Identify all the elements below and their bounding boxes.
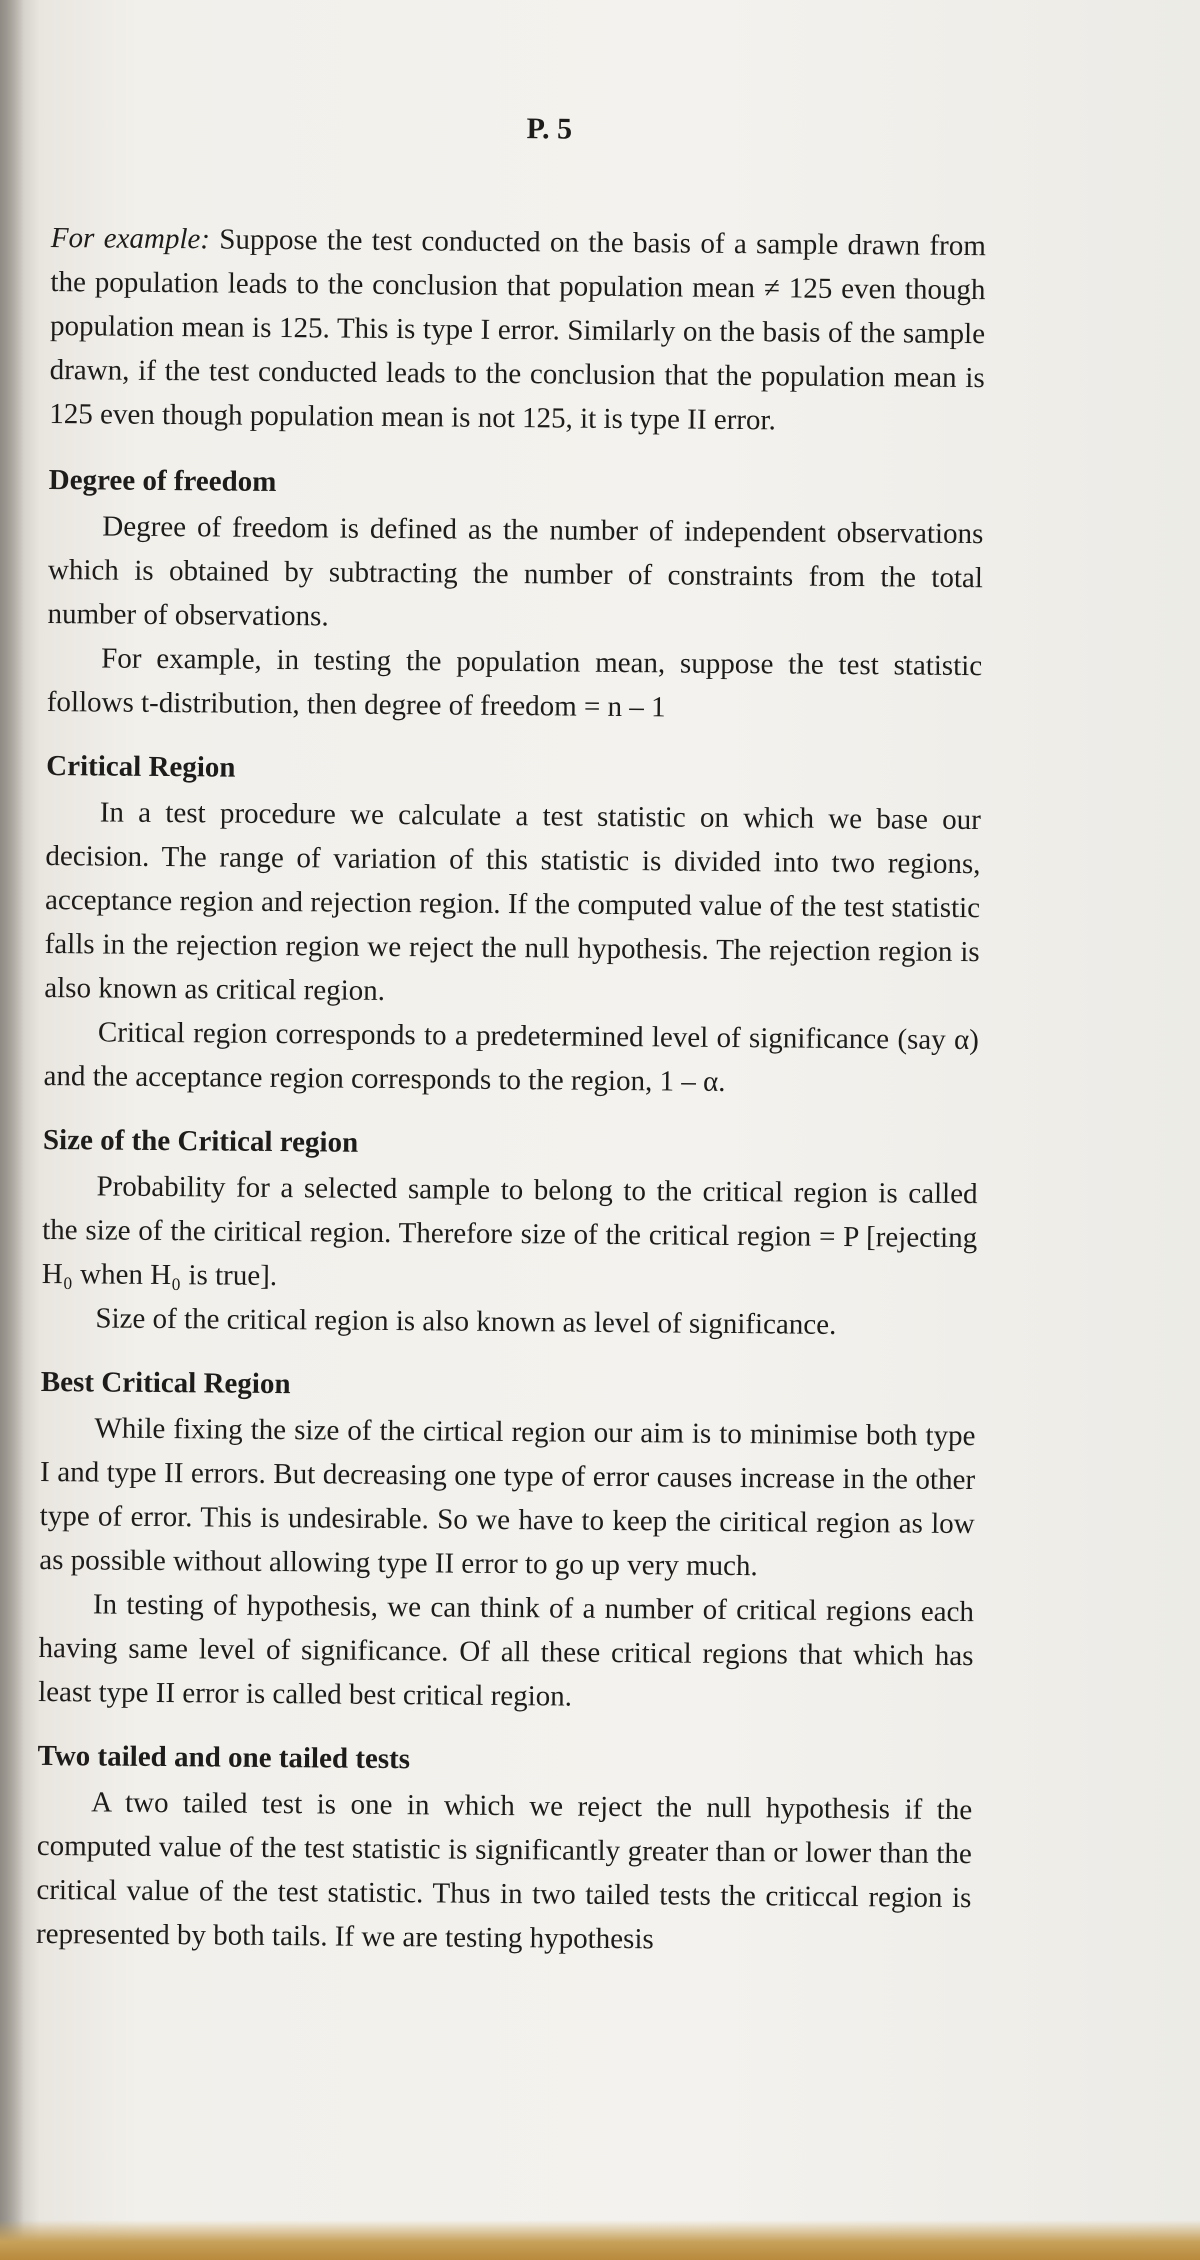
example-text: Suppose the test conducted on the basis of a sample drawn from the population leads to the conclusion that population mean ≠ 125 even though population mean is 125. This is type I error. Similarly on the basis of the sample drawn, if the test conducted leads to the conclusion that the population mean is 125 even though population mean is not 125, it is type II error. (49, 223, 986, 437)
page-gutter-shadow (0, 0, 24, 2260)
heading-degree-of-freedom: Degree of freedom (48, 463, 277, 498)
heading-critical-region: Critical Region (46, 749, 236, 784)
paragraph-critical-region-2: Critical region corresponds to a predetermined level of significance (say α) and the acceptance region corresponds to the region, 1 – α. (43, 1016, 980, 1098)
heading-size-of-critical-region: Size of the Critical region (42, 1123, 359, 1159)
page-number: P. 5 (526, 112, 573, 146)
heading-two-tailed-tests: Two tailed and one tailed tests (37, 1739, 411, 1776)
example-paragraph (49, 216, 986, 444)
paragraph-size-2: Size of the critical region is also known as level of significance. (95, 1302, 837, 1341)
heading-best-critical-region: Best Critical Region (40, 1365, 291, 1401)
page-content (36, 108, 987, 1964)
paragraph-two-tailed-1: A two tailed test is one in which we reject the null hypothesis if the computed value of the test statistic is significantly greater than or lower than the critical value of the test statistic. Thus in two tailed tests the criticcal region is represented by both tails. If we are testing hypothesis (35, 1786, 973, 1956)
paragraph-dof-example: For example, in testing the population mean, suppose the test statistic follows t-distribution, then degree of freedom = n – 1 (46, 642, 983, 724)
paragraph-best-1: While fixing the size of the cirtical region our aim is to minimise both type I and type II errors. But decreasing one type of error causes increase in the other type of error. This is undesirable. So we have to keep the ciritical region as low as possible without allowing type II error to go up very much. (39, 1412, 976, 1583)
paragraph-dof-definition: Degree of freedom is defined as the number of independent observations which is obtained by subtracting the number of constraints from the total number of observations. (47, 510, 984, 633)
example-lead: For example: (50, 221, 211, 256)
paragraph-critical-region-1: In a test procedure we calculate a test statistic on which we base our decision. The range of variation of this statistic is divided into two regions, acceptance region and rejection region. If the computed value of the test statistic falls in the rejection region we reject the null hypothesis. The rejection region is also known as critical region. (44, 796, 981, 1007)
paragraph-best-2: In testing of hypothesis, we can think of a number of critical regions each having same level of significance. Of all these critical regions that which has least type II error is called best critical region. (38, 1588, 975, 1713)
page-bottom-edge (0, 2220, 1200, 2260)
paragraph-size-1: Probability for a selected sample to belong to the critical region is called the size of the ciritical region. Therefore size of the critical region = P [rejecting H₀ when H₀ is true]. (41, 1170, 978, 1293)
